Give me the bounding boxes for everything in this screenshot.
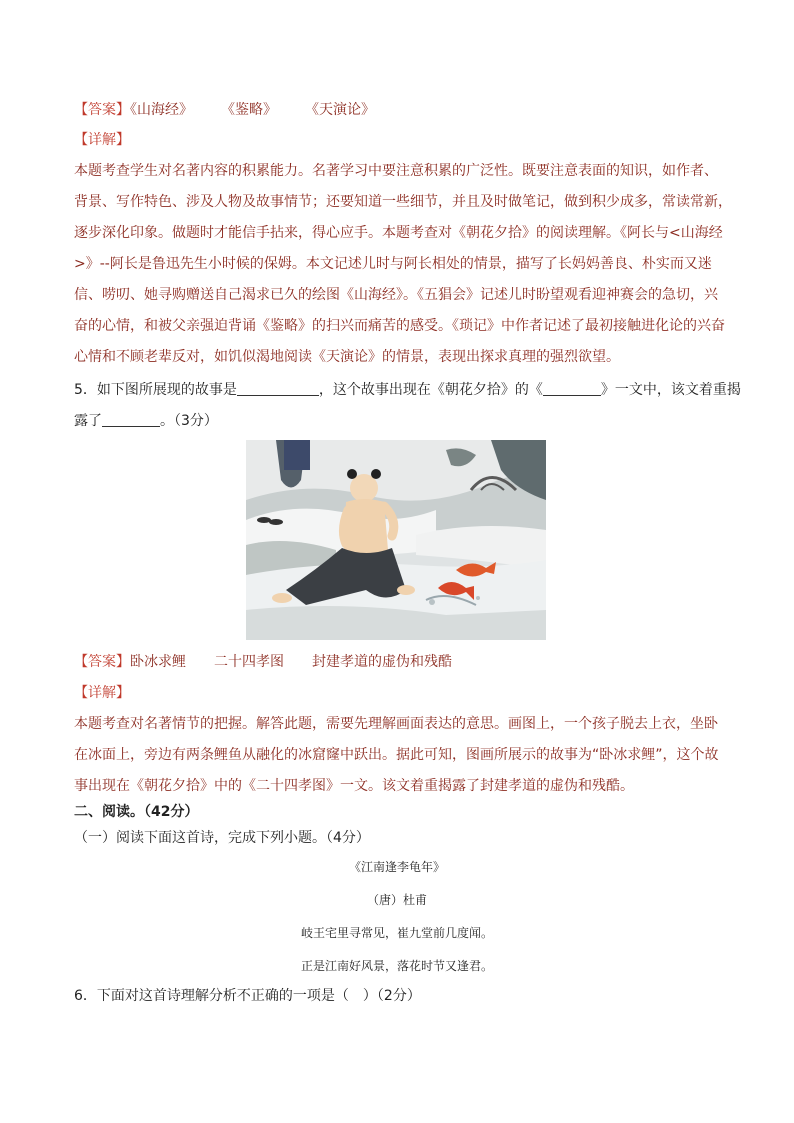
subsection-heading: （一）阅读下面这首诗，完成下列小题。（4分） <box>74 830 370 846</box>
question-6: 6．下面对这首诗理解分析不正确的一项是（ ）（2分） <box>74 988 421 1004</box>
poem-author: （唐）杜甫 <box>366 893 427 907</box>
question-text: 露了 <box>74 413 102 429</box>
answer-item: 二十四孝图 <box>214 654 284 670</box>
poem-title: 《江南逢李龟年》 <box>348 860 445 874</box>
answer-label: 【答案】 <box>74 102 130 118</box>
explanation-line: 本题考查学生对名著内容的积累能力。名著学习中要注意积累的广泛性。既要注意表面的知识，如作者、 <box>74 163 718 179</box>
answer-line-1 <box>74 100 734 120</box>
explanation-line: 信、唠叨、她寻购赠送自己渴求已久的绘图《山海经》。《五猖会》记述儿时盼望观看迎神赛会的急切，兴 <box>74 287 718 303</box>
question-text: ，这个故事出现在《朝花夕拾》的《 <box>318 382 543 398</box>
detail-label: 【详解】 <box>74 685 130 701</box>
answer-item: 卧冰求鲤 <box>130 654 186 670</box>
illustration <box>246 440 546 640</box>
answer-line-2 <box>74 652 734 672</box>
explanation-line: 逐步深化印象。做题时才能信手拈来，得心应手。本题考查对《朝花夕拾》的阅读理解。《阿长与<山海经 <box>74 225 723 241</box>
answer-blank[interactable] <box>543 381 601 396</box>
answer-blank[interactable] <box>102 412 160 427</box>
poem-line: 岐王宅里寻常见，崔九堂前几度闻。 <box>300 926 493 940</box>
section-heading: 二、阅读。（42分） <box>74 804 199 820</box>
explanation-line: 本题考查对名著情节的把握。解答此题，需要先理解画面表达的意思。画图上，一个孩子脱去上衣，坐卧 <box>74 716 718 732</box>
poem-line: 正是江南好风景，落花时节又逢君。 <box>300 959 493 973</box>
question-text: 5．如下图所展现的故事是 <box>74 382 237 398</box>
answer-label: 【答案】 <box>74 654 130 670</box>
explanation-line: >》--阿长是鲁迅先生小时候的保姆。本文记述儿时与阿长相处的情景，描写了长妈妈善良、朴实而又迷 <box>74 256 712 272</box>
explanation-line: 奋的心情，和被父亲强迫背诵《鉴略》的扫兴而痛苦的感受。《琐记》中作者记述了最初接触进化论的兴奋 <box>74 318 725 334</box>
answer-item: 《山海经》 <box>130 102 193 118</box>
explanation-line: 事出现在《朝花夕拾》中的《二十四孝图》一文。该文着重揭露了封建孝道的虚伪和残酷。 <box>74 778 634 794</box>
detail-label: 【详解】 <box>74 132 130 148</box>
answer-blank[interactable] <box>237 381 319 396</box>
question-5-line-2 <box>74 411 734 431</box>
answer-item: 《天演论》 <box>305 102 375 118</box>
answer-item: 《鉴略》 <box>221 102 277 118</box>
question-text: 》一文中，该文着重揭 <box>600 382 741 398</box>
question-5-line-1 <box>74 380 741 400</box>
explanation-line: 心情和不顾老辈反对，如饥似渴地阅读《天演论》的情景，表现出探求真理的强烈欲望。 <box>74 349 620 365</box>
explanation-line: 背景、写作特色、涉及人物及故事情节；还要知道一些细节，并且及时做笔记，做到积少成多，常读常新， <box>74 194 732 210</box>
question-text: 。（3分） <box>160 413 218 429</box>
painting-boy-on-ice-icon <box>246 440 546 640</box>
explanation-line: 在冰面上，旁边有两条鲤鱼从融化的冰窟窿中跃出。据此可知，图画所展示的故事为“卧冰求鲤”，这个故 <box>74 747 719 763</box>
answer-item: 封建孝道的虚伪和残酷 <box>312 654 452 670</box>
